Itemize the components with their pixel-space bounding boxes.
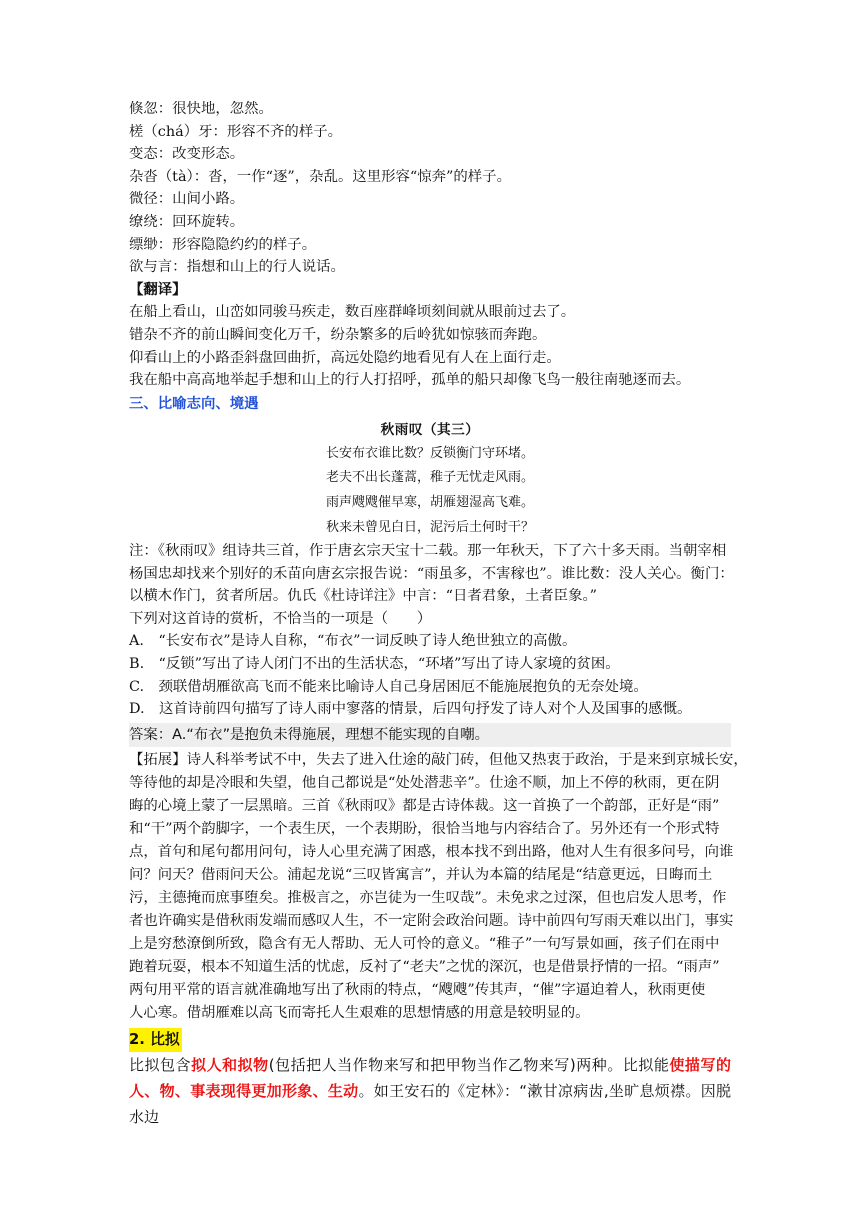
bini-text: (包括把人当作物来写和把甲物当作乙物来写)两种。比拟能 (268, 1056, 670, 1075)
extension-paragraph (129, 749, 748, 1026)
glossary-item: 缥缈：形容隐隐约约的样子。 (129, 236, 317, 253)
glossary-item: 微径：山间小路。 (129, 191, 245, 208)
document-page (129, 98, 748, 1130)
extension-line: 上是穷愁潦倒所致，隐含有无人帮助、无人可怜的意义。“稚子”一句写景如画，孩子们在雨中 (129, 936, 720, 953)
extension-line: 污，主德掩而庶事堕矣。推极言之，亦岂徒为一生叹哉”。未免求之过深，但也启发人思考，作 (129, 890, 727, 907)
glossary-item: 缭绕：回环旋转。 (129, 213, 245, 230)
poem (129, 418, 731, 540)
glossary-item: 槎（chá）牙：形容不齐的样子。 (129, 123, 342, 140)
bini-paragraph (129, 1052, 731, 1130)
poem-line: 秋来未曾见白日，泥污后土何时干？ (325, 519, 534, 535)
glossary (129, 98, 731, 279)
question-stem: 下列对这首诗的赏析，不恰当的一项是（ ） (129, 610, 432, 627)
bini-text: 。如王安石的《定林》：“漱甘凉病齿,坐旷息烦襟。因脱水边 (129, 1082, 731, 1127)
extension-line: 问？问天？借雨问天公。浦起龙说“三叹皆寓言”，并认为本篇的结尾是“结意更远，日晦而土 (129, 867, 713, 884)
extension-line: 点，首句和尾句都用问句，诗人心里充满了困惑，根本找不到出路，他对人生有很多问号，向谁 (129, 844, 734, 861)
poem-line: 长安布衣谁比数？反锁衡门守环堵。 (325, 445, 534, 461)
extension-line: 晦的心境上蒙了一层黑暗。三首《秋雨叹》都是古诗体裁。这一首换了一个韵部，正好是“雨” (129, 797, 720, 814)
translation-line: 仰看山上的小路歪斜盘回曲折，高远处隐约地看见有人在上面行走。 (129, 349, 561, 366)
extension-line: 等待他的却是冷眼和失望，他自己都说是“处处潜悲辛”。仕途不顺，加上不停的秋雨，更在阴 (129, 774, 720, 791)
poem-line: 老夫不出长蓬蒿，稚子无忧走风雨。 (325, 470, 534, 486)
bini-highlight: 拟人和拟物 (191, 1056, 269, 1075)
glossary-item: 倏忽：很快地，忽然。 (129, 101, 273, 117)
option-a: A. “长安布衣”是诗人自称，“布衣”一词反映了诗人绝世独立的高傲。 (129, 633, 577, 650)
extension-line: 跑着玩耍，根本不知道生活的忧虑，反衬了“老夫”之忧的深沉，也是借景抒情的一招。“雨声” (129, 959, 720, 976)
extension-line: 者也许确实是借秋雨发端而感叹人生，不一定附会政治问题。诗中前四句写雨天难以出门，事实 (129, 913, 734, 930)
translation-line: 在船上看山，山峦如同骏马疾走，数百座群峰顷刻间就从眼前过去了。 (129, 304, 576, 321)
poem-title: 秋雨叹（其三） (380, 421, 480, 438)
answer-options (129, 630, 731, 720)
note-line: 注：《秋雨叹》组诗共三首，作于唐玄宗天宝十二载。那一年秋天，下了六十多天雨。当朝宰相 (129, 543, 727, 560)
extension-line: 人心寒。借胡雁难以高飞而寄托人生艰难的思想情感的用意是较明显的。 (129, 1005, 590, 1022)
note-line: 以横木作门，贫者所居。仇氏《杜诗详注》中言：“日者君象，土者臣象。” (129, 588, 598, 605)
glossary-item: 欲与言：指想和山上的行人说话。 (129, 259, 345, 276)
section-heading: 三、比喻志向、境遇 (129, 395, 259, 412)
extension-line: 和“干”两个韵脚字，一个表生厌，一个表期盼，很恰当地与内容结合了。另外还有一个形式特 (129, 820, 720, 837)
option-c: C. 颈联借胡雁欲高飞而不能来比喻诗人自己身居困厄不能施展抱负的无奈处境。 (129, 678, 648, 695)
glossary-item: 杂沓（tà）：沓，一作“逐”，杂乱。这里形容“惊奔”的样子。 (129, 168, 511, 185)
bini-highlight: 使描写的人、物、事表现得更加形象、生动 (129, 1056, 731, 1101)
poem-note (129, 540, 734, 608)
glossary-item: 变态：改变形态。 (129, 146, 245, 163)
extension-line: 【拓展】诗人科举考试不中，失去了进入仕途的敲门砖，但他又热衷于政治，于是来到京城长安， (129, 751, 748, 768)
section-heading-bini: 2. 比拟 (129, 1028, 182, 1052)
translation (129, 301, 731, 391)
translation-heading: 【翻译】 (129, 280, 187, 298)
option-b: B. “反锁”写出了诗人闭门不出的生活状态，“环堵”写出了诗人家境的贫困。 (129, 656, 620, 673)
note-line: 杨国忠却找来个别好的禾苗向唐玄宗报告说：“雨虽多，不害稼也”。谁比数：没人关心。衡门： (129, 565, 734, 582)
answer-box: 答案：A.“布衣”是抱负未得施展，理想不能实现的自嘲。 (129, 723, 731, 747)
extension-line: 两句用平常的语言就准确地写出了秋雨的特点，“飕飕”传其声，“催”字逼迫着人，秋雨更使 (129, 982, 706, 999)
bini-text: 比拟包含 (129, 1056, 192, 1075)
option-d: D. 这首诗前四句描写了诗人雨中寥落的情景，后四句抒发了诗人对个人及国事的感慨。 (129, 701, 692, 718)
poem-line: 雨声飕飕催早寒，胡雁翅湿高飞难。 (325, 494, 534, 510)
translation-line: 我在船中高高地举起手想和山上的行人打招呼，孤单的船只却像飞鸟一般往南驰逐而去。 (129, 372, 691, 389)
translation-line: 错杂不齐的前山瞬间变化万千，纷杂繁多的后岭犹如惊骇而奔跑。 (129, 326, 547, 343)
